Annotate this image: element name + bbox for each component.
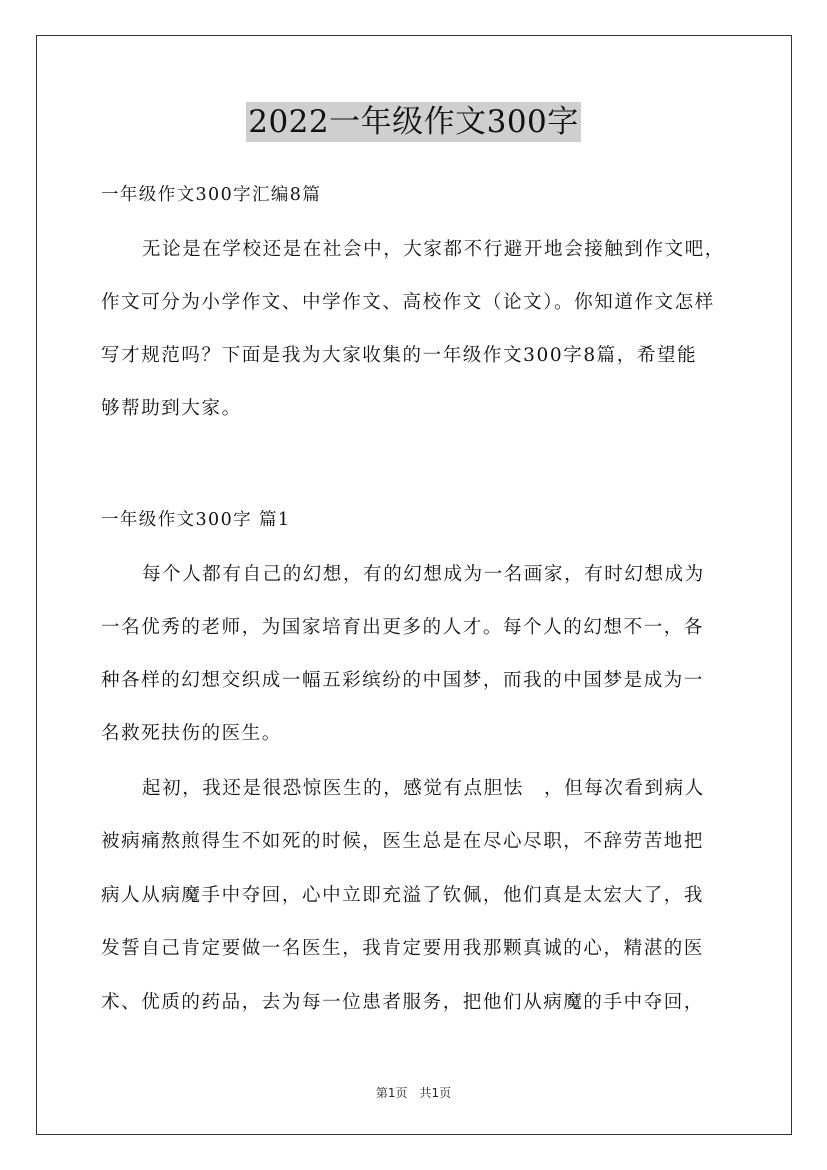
intro-line: 够帮助到大家。 [101,398,242,419]
page-footer: 第1页 共1页 [375,1086,452,1100]
paragraph-line: 每个人都有自己的幻想，有的幻想成为一名画家，有时幻想成为 [142,564,705,585]
paragraph-line: 被病痛熬煎得生不如死的时候，医生总是在尽心尽职，不辞劳苦地把 [101,831,705,852]
paragraph-line: 种各样的幻想交织成一幅五彩缤纷的中国梦，而我的中国梦是成为一 [101,670,705,691]
paragraph-line: 起初，我还是很恐惊医生的，感觉有点胆怯 ，但每次看到病人 [142,778,705,799]
intro-line: 作文可分为小学作文、中学作文、高校作文（论文）。你知道作文怎样 [101,292,715,313]
paragraph-line: 一名优秀的老师，为国家培育出更多的人才。每个人的幻想不一，各 [101,617,705,638]
paragraph-line: 术、优质的药品，去为每一位患者服务，把他们从病魔的手中夺回， [101,992,705,1013]
section-heading: 一年级作文300字 篇1 [101,510,291,530]
title-container [0,102,827,142]
document-title: 2022一年级作文300字 [248,104,579,140]
paragraph-line: 病人从病魔手中夺回，心中立即充溢了钦佩，他们真是太宏大了，我 [101,885,705,906]
paragraph-line: 发誓自己肯定要做一名医生，我肯定要用我那颗真诚的心，精湛的医 [101,938,705,959]
intro-line: 写才规范吗？下面是我为大家收集的一年级作文300字8篇，希望能 [101,345,698,366]
paragraph-line: 名救死扶伤的医生。 [101,723,282,744]
intro-heading: 一年级作文300字汇编8篇 [101,185,322,205]
intro-line: 无论是在学校还是在社会中，大家都不行避开地会接触到作文吧， [142,239,725,260]
